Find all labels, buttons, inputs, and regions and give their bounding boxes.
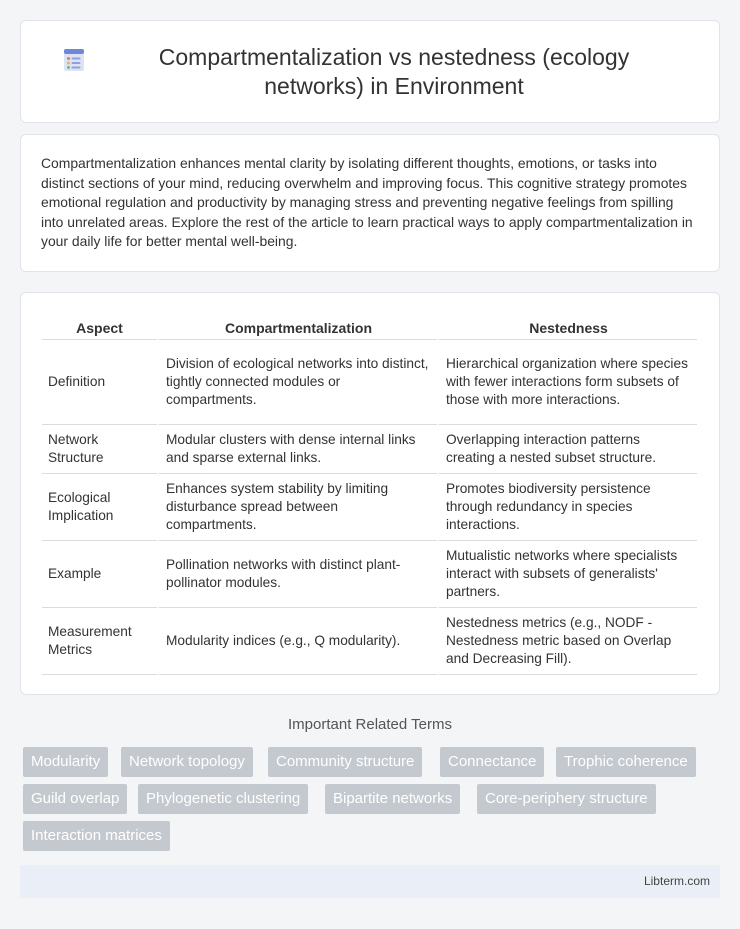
nestedness-cell: Hierarchical organization where species with fewer interactions form subsets of those with more interactions. bbox=[437, 340, 697, 425]
intro-paragraph: Compartmentalization enhances mental clarity by isolating different thoughts, emotions, or tasks into distinct sections of your mind, reducing overwhelm and improving focus. This cognitive strategy promotes emotional regulation and productivity by managing stress and preventing negative feelings from spilling into unrelated areas. Explore the rest of the article to learn practical ways to apply compartmentalization in your daily life for better mental well-being. bbox=[41, 155, 693, 249]
page-title: Compartmentalization vs nestedness (ecology networks) in Environment bbox=[158, 43, 630, 99]
aspect-cell: Network Structure bbox=[42, 425, 157, 474]
table-header-row bbox=[42, 315, 697, 340]
tag-guild-overlap[interactable]: Guild overlap bbox=[23, 784, 127, 814]
header-nestedness: Nestedness bbox=[437, 315, 697, 340]
aspect-cell: Example bbox=[42, 541, 157, 608]
related-terms-heading: Important Related Terms bbox=[288, 716, 452, 733]
comparison-table bbox=[42, 315, 697, 675]
aspect-cell: Definition bbox=[42, 340, 157, 425]
nestedness-cell: Nestedness metrics (e.g., NODF - Nestedness metric based on Overlap and Decreasing Fill). bbox=[437, 608, 697, 675]
compartmentalization-cell: Division of ecological networks into distinct, tightly connected modules or compartments. bbox=[157, 340, 437, 425]
comparison-table-card bbox=[20, 292, 720, 695]
table-row bbox=[42, 541, 697, 608]
table-row bbox=[42, 425, 697, 474]
header-aspect: Aspect bbox=[42, 315, 157, 340]
tag-modularity[interactable]: Modularity bbox=[23, 747, 108, 777]
document-list-icon bbox=[61, 47, 87, 73]
aspect-cell: Measurement Metrics bbox=[42, 608, 157, 675]
table-row bbox=[42, 474, 697, 541]
compartmentalization-cell: Pollination networks with distinct plant-pollinator modules. bbox=[157, 541, 437, 608]
compartmentalization-cell: Enhances system stability by limiting disturbance spread between compartments. bbox=[157, 474, 437, 541]
header-card bbox=[20, 20, 720, 123]
footer bbox=[20, 865, 720, 898]
intro-card bbox=[20, 134, 720, 272]
tag-connectance[interactable]: Connectance bbox=[440, 747, 544, 777]
footer-site-link[interactable]: Libterm.com bbox=[643, 874, 710, 888]
aspect-cell: Ecological Implication bbox=[42, 474, 157, 541]
tag-core-periphery-structure[interactable]: Core-periphery structure bbox=[477, 784, 656, 814]
table-row bbox=[42, 608, 697, 675]
tag-trophic-coherence[interactable]: Trophic coherence bbox=[556, 747, 696, 777]
nestedness-cell: Promotes biodiversity persistence through redundancy in species interactions. bbox=[437, 474, 697, 541]
compartmentalization-cell: Modularity indices (e.g., Q modularity). bbox=[157, 608, 437, 675]
compartmentalization-cell: Modular clusters with dense internal links and sparse external links. bbox=[157, 425, 437, 474]
tag-phylogenetic-clustering[interactable]: Phylogenetic clustering bbox=[138, 784, 308, 814]
tag-interaction-matrices[interactable]: Interaction matrices bbox=[23, 821, 170, 851]
nestedness-cell: Overlapping interaction patterns creating a nested subset structure. bbox=[437, 425, 697, 474]
nestedness-cell: Mutualistic networks where specialists interact with subsets of generalists' partners. bbox=[437, 541, 697, 608]
tag-network-topology[interactable]: Network topology bbox=[121, 747, 253, 777]
table-row bbox=[42, 340, 697, 425]
header-compartmentalization: Compartmentalization bbox=[157, 315, 437, 340]
tag-bipartite-networks[interactable]: Bipartite networks bbox=[325, 784, 460, 814]
tag-community-structure[interactable]: Community structure bbox=[268, 747, 422, 777]
